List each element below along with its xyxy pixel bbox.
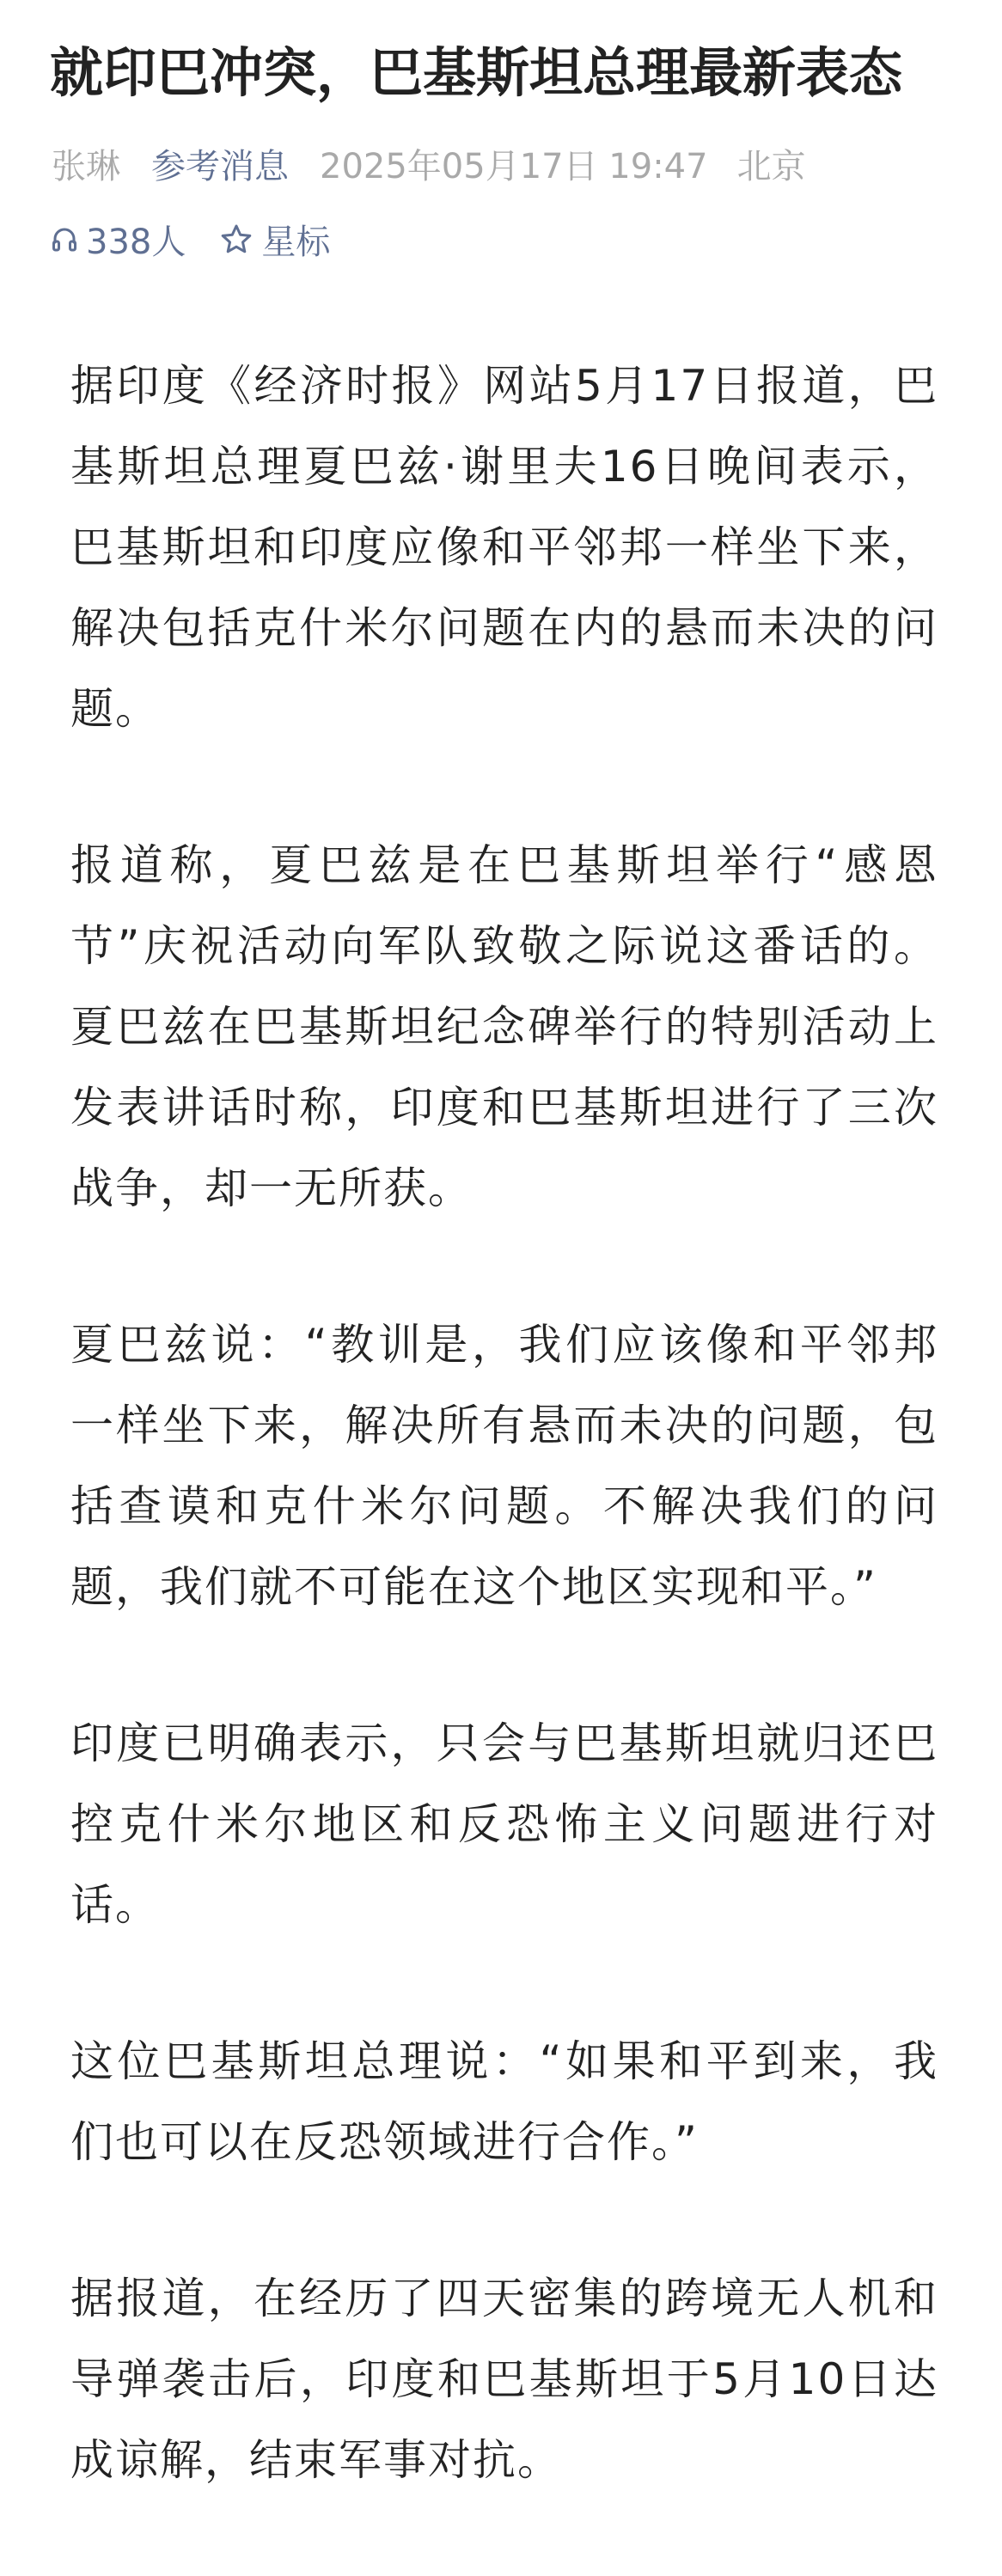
publish-location: 北京 (736, 146, 806, 186)
publish-datetime: 2025年05月17日 19:47 (320, 146, 708, 186)
listen-count-label: 338人 (86, 222, 186, 262)
star-button[interactable] (220, 215, 330, 264)
article-actions (52, 213, 330, 265)
author-name: 张琳 (52, 146, 120, 186)
article-paragraph: 据印度《经济时报》网站5月17日报道，巴基斯坦总理夏巴兹·谢里夫16日晚间表示，巴基斯坦和印度应像和平邻邦一样坐下来，解决包括克什米尔问题在内的悬而未决的问题。 (70, 361, 938, 734)
source-link[interactable]: 参考消息 (151, 146, 289, 186)
article-paragraph: 夏巴兹说：“教训是，我们应该像和平邻邦一样坐下来，解决所有悬而未决的问题，包括查谟和克什米尔问题。不解决我们的问题，我们就不可能在这个地区实现和平。” (70, 1320, 938, 1612)
headphones-icon (52, 225, 77, 253)
article-title: 就印巴冲突，巴基斯坦总理最新表态 (50, 41, 903, 104)
article-paragraph: 报道称，夏巴兹是在巴基斯坦举行“感恩节”庆祝活动向军队致敬之际说这番话的。夏巴兹在巴基斯坦纪念碑举行的特别活动上发表讲话时称，印度和巴基斯坦进行了三次战争，却一无所获。 (70, 840, 938, 1213)
article-meta (52, 137, 806, 189)
article-paragraph: 据报道，在经历了四天密集的跨境无人机和导弹袭击后，印度和巴基斯坦于5月10日达成谅解，结束军事对抗。 (70, 2274, 938, 2485)
article-paragraph: 这位巴基斯坦总理说：“如果和平到来，我们也可以在反恐领域进行合作。” (70, 2036, 938, 2167)
article-body (70, 345, 938, 2576)
listen-count (52, 215, 186, 264)
star-label: 星标 (261, 222, 331, 262)
article-paragraph: 印度已明确表示，只会与巴基斯坦就归还巴控克什米尔地区和反恐怖主义问题进行对话。 (70, 1718, 938, 1930)
star-outline-icon (220, 223, 253, 254)
